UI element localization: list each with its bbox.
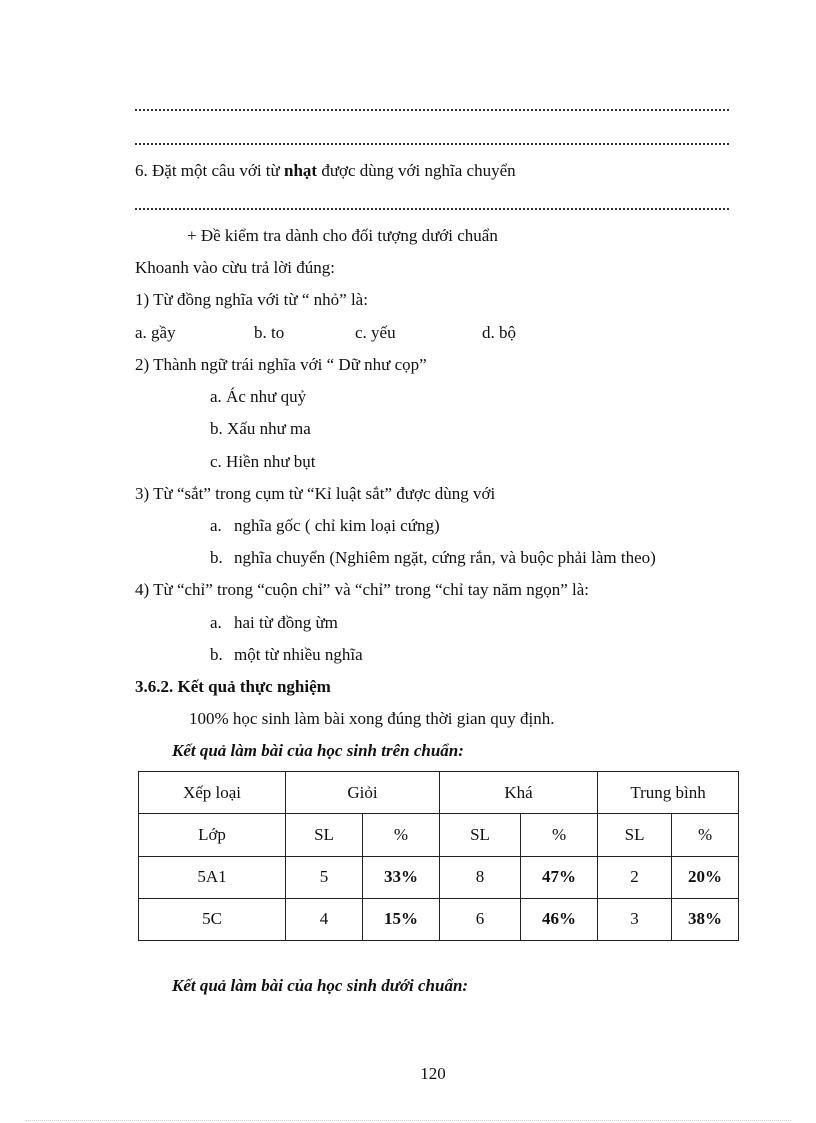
q3-option-b-label: b. bbox=[210, 548, 223, 567]
table-cell: 5A1 bbox=[139, 856, 286, 898]
dotted-answer-line bbox=[135, 141, 729, 145]
q1-option-d: d. bộ bbox=[482, 323, 516, 342]
header-cell: SL bbox=[440, 814, 521, 856]
instruction: Khoanh vào cừu trả lời đúng: bbox=[135, 258, 335, 277]
table-cell: 15% bbox=[363, 898, 440, 940]
question-4: 4) Từ “chỉ” trong “cuộn chỉ” và “chỉ” trong “chỉ tay năm ngọn” là: bbox=[135, 580, 590, 599]
question-1: 1) Từ đồng nghĩa với từ “ nhỏ” là: bbox=[135, 290, 368, 309]
header-cell: SL bbox=[598, 814, 672, 856]
table-caption: Kết quả làm bài của học sinh trên chuẩn: bbox=[172, 741, 464, 760]
question-6: 6. Đặt một câu với từ nhạt được dùng với nghĩa chuyển bbox=[135, 161, 516, 180]
q1-option-b: b. to bbox=[254, 323, 285, 342]
q1-option-c: c. yếu bbox=[355, 323, 396, 342]
header-cell: % bbox=[521, 814, 598, 856]
q2-option-a: a. Ác như quỷ bbox=[210, 387, 307, 406]
q2-option-c: c. Hiền như bụt bbox=[210, 452, 316, 471]
table-caption-below: Kết quả làm bài của học sinh dưới chuẩn: bbox=[172, 976, 469, 995]
table-subheader-row bbox=[139, 814, 739, 856]
q4-option-a-label: a. bbox=[210, 613, 222, 632]
q3-option-a-text: nghĩa gốc ( chỉ kim loại cứng) bbox=[234, 516, 440, 535]
table-cell: 47% bbox=[521, 856, 598, 898]
header-cell: Giỏi bbox=[286, 772, 440, 814]
dotted-answer-line bbox=[135, 107, 729, 111]
dotted-answer-line bbox=[135, 206, 729, 210]
table-cell: 3 bbox=[598, 898, 672, 940]
table-cell: 20% bbox=[672, 856, 739, 898]
question-2: 2) Thành ngữ trái nghĩa với “ Dữ như cọp” bbox=[135, 355, 427, 374]
table-cell: 5C bbox=[139, 898, 286, 940]
table-row bbox=[139, 856, 739, 898]
q4-option-a-text: hai từ đồng ừm bbox=[234, 613, 338, 632]
header-cell: % bbox=[363, 814, 440, 856]
results-table bbox=[138, 771, 739, 941]
q4-option-b-text: một từ nhiều nghĩa bbox=[234, 645, 363, 664]
subtitle: + Đề kiểm tra dành cho đối tượng dưới chuẩn bbox=[187, 226, 498, 245]
table-cell: 5 bbox=[286, 856, 363, 898]
q1-option-a: a. gầy bbox=[135, 323, 176, 342]
table-cell: 46% bbox=[521, 898, 598, 940]
header-cell: SL bbox=[286, 814, 363, 856]
header-cell: % bbox=[672, 814, 739, 856]
header-cell: Xếp loại bbox=[139, 772, 286, 814]
table-cell: 6 bbox=[440, 898, 521, 940]
table-cell: 8 bbox=[440, 856, 521, 898]
result-sentence: 100% học sinh làm bài xong đúng thời gian quy định. bbox=[189, 709, 555, 728]
question-3: 3) Từ “sắt” trong cụm từ “Kỉ luật sắt” được dùng với bbox=[135, 484, 496, 503]
q3-option-b-text: nghĩa chuyển (Nghiêm ngặt, cứng rắn, và buộc phải làm theo) bbox=[234, 548, 656, 567]
footer-rule bbox=[25, 1120, 791, 1121]
header-cell: Trung bình bbox=[598, 772, 739, 814]
table-cell: 33% bbox=[363, 856, 440, 898]
table-cell: 4 bbox=[286, 898, 363, 940]
table-header-row bbox=[139, 772, 739, 814]
header-cell: Lớp bbox=[139, 814, 286, 856]
header-cell: Khá bbox=[440, 772, 598, 814]
bold-word: nhạt bbox=[283, 161, 318, 180]
table-cell: 38% bbox=[672, 898, 739, 940]
table-cell: 2 bbox=[598, 856, 672, 898]
q2-option-b: b. Xấu như ma bbox=[210, 419, 311, 438]
q4-option-b-label: b. bbox=[210, 645, 223, 664]
table-row bbox=[139, 898, 739, 940]
page-number: 120 bbox=[420, 1064, 446, 1083]
section-heading: 3.6.2. Kết quả thực nghiệm bbox=[135, 677, 331, 696]
q3-option-a-label: a. bbox=[210, 516, 222, 535]
